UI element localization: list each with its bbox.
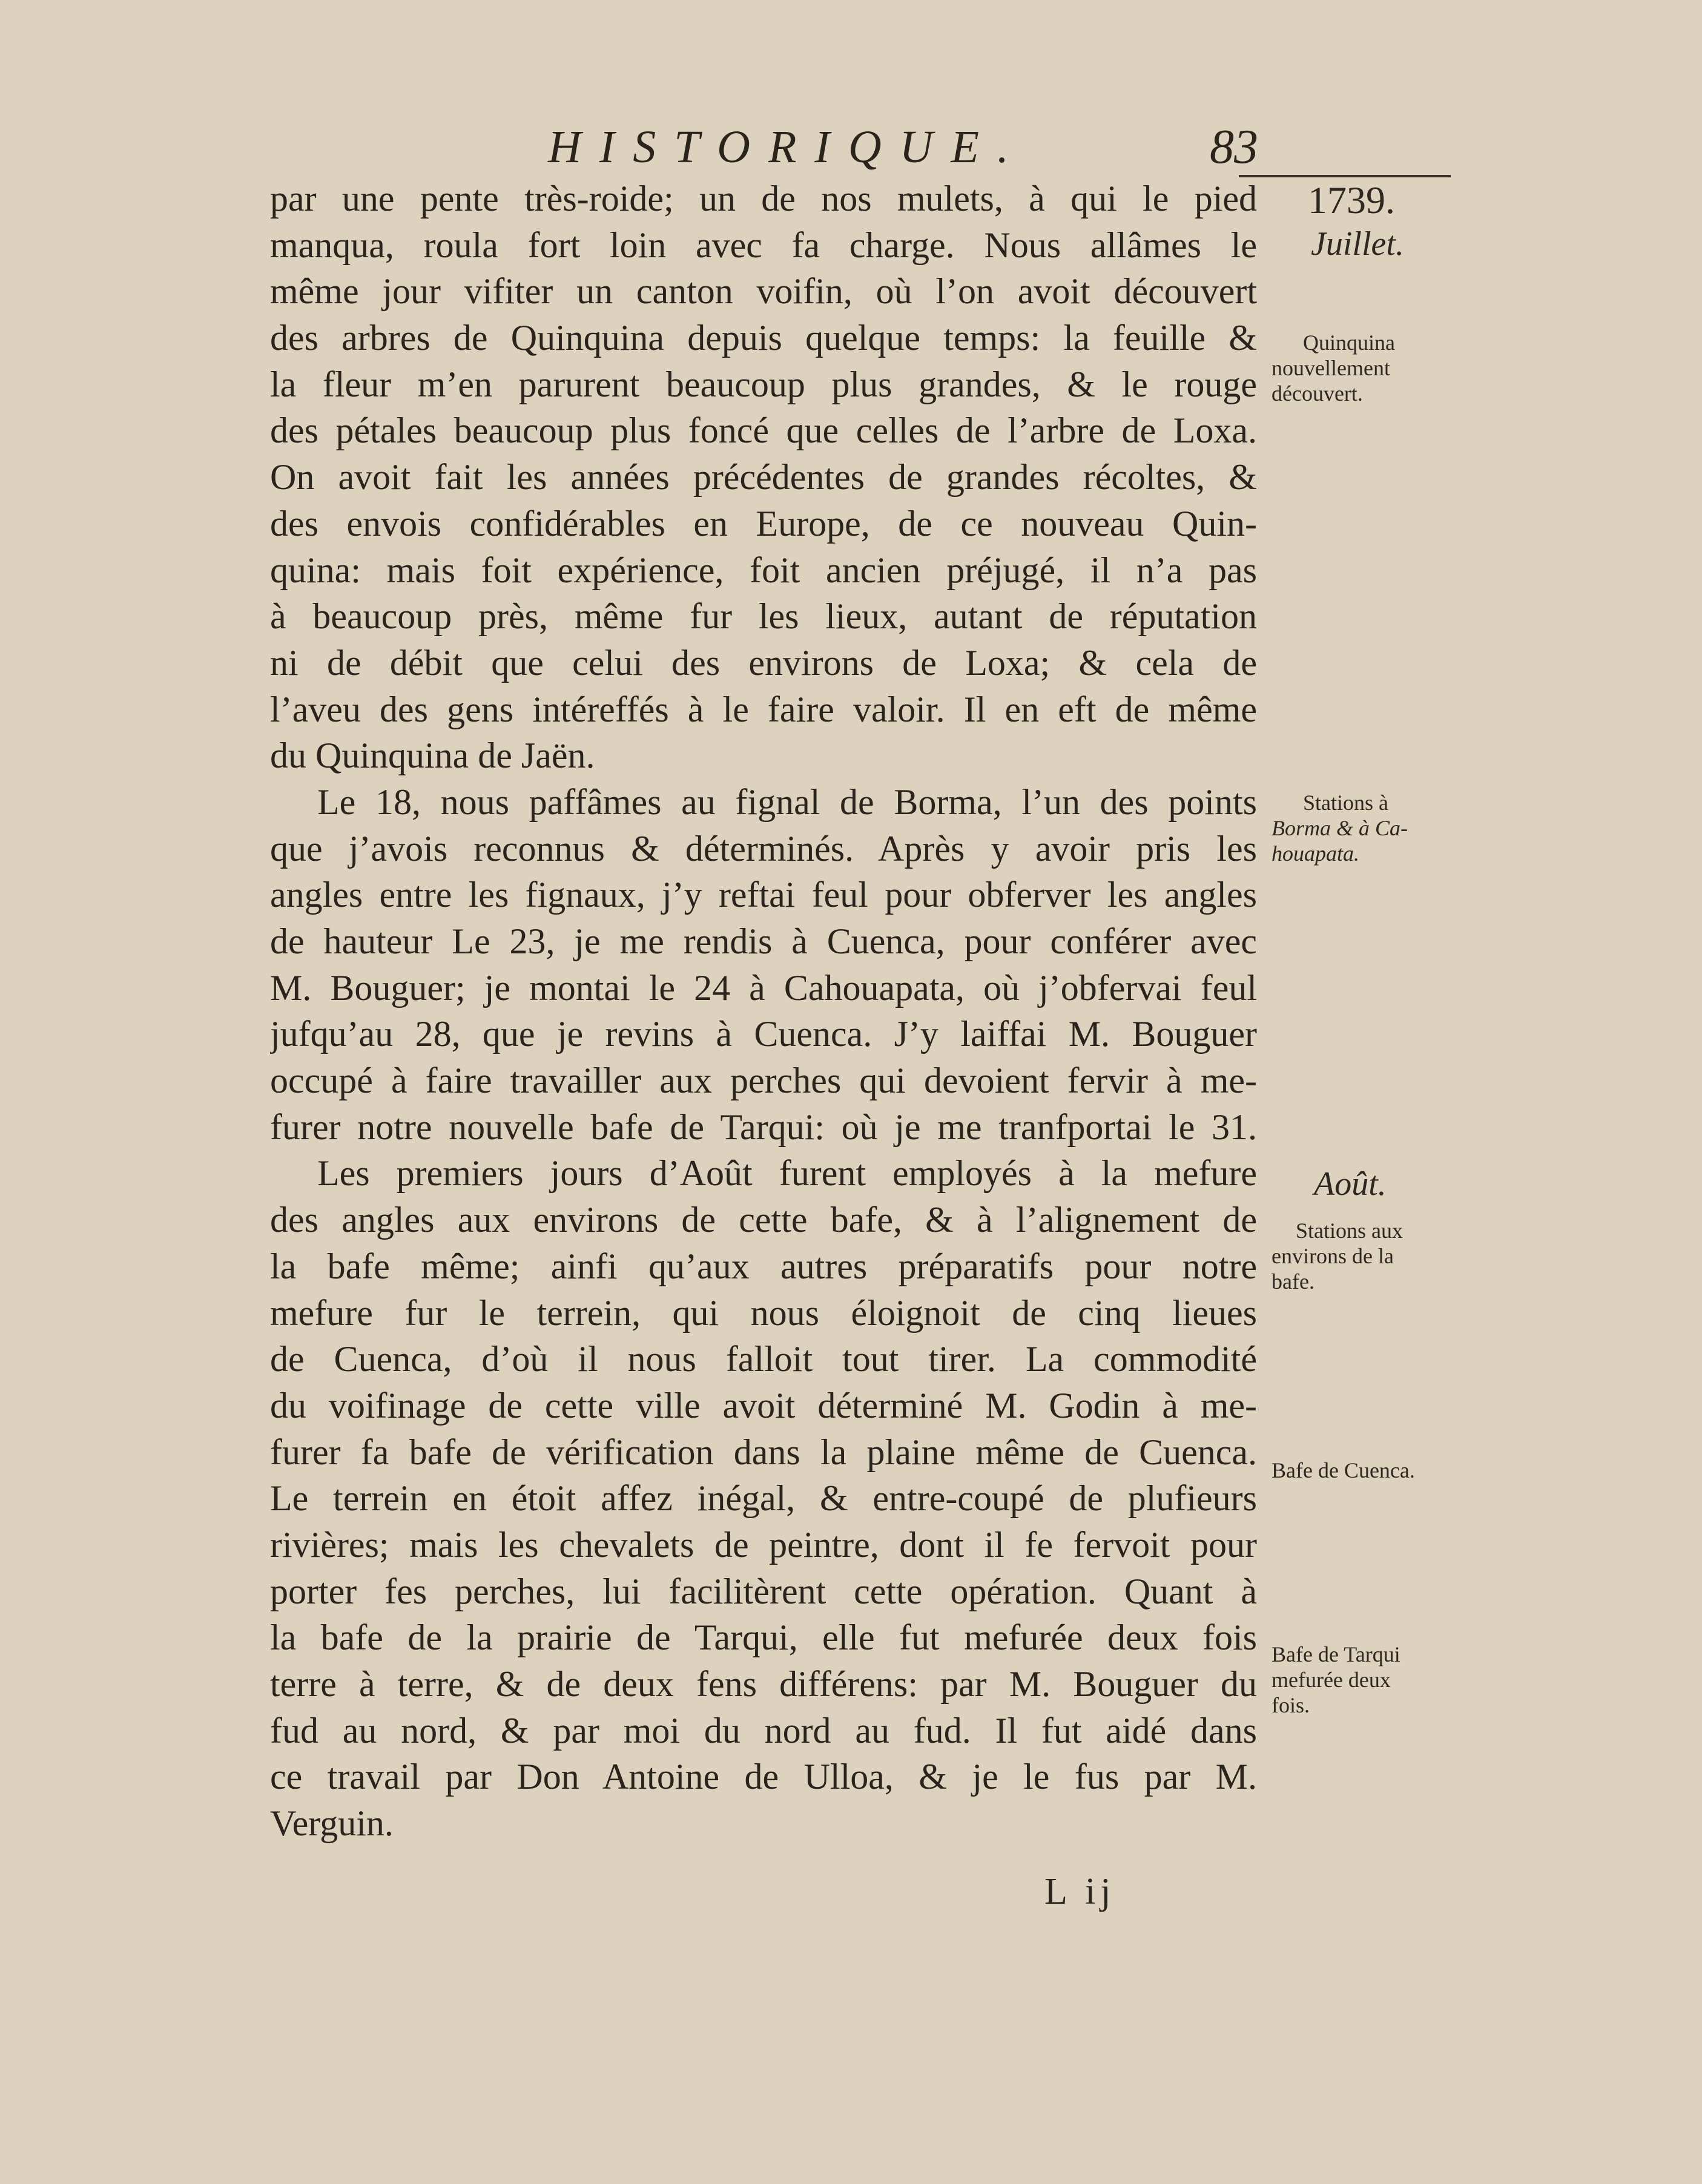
text-line: l’aveu des gens intéreffés à le faire valoir. Il en eft de même: [270, 689, 1257, 729]
page-header: [0, 114, 1702, 180]
text-line: M. Bouguer; je montai le 24 à Cahouapata, où j’obfervai feul: [270, 967, 1257, 1008]
text-line: du voifinage de cette ville avoit déterminé M. Godin à me-: [270, 1385, 1257, 1426]
text-line: rivières; mais les chevalets de peintre, dont il fe fervoit pour: [270, 1524, 1257, 1565]
text-line: des envois confidérables en Europe, de ce nouveau Quin-: [270, 503, 1257, 544]
text-line: On avoit fait les années précédentes de grandes récoltes, &: [270, 457, 1257, 498]
page-number: 83: [1210, 120, 1258, 174]
margin-note-line: bafe.: [1272, 1269, 1314, 1294]
main-text: [270, 176, 1257, 1847]
text-line: furer notre nouvelle bafe de Tarqui: où je me tranfportai le 31.: [270, 1107, 1257, 1147]
text-line: des pétales beaucoup plus foncé que celles de l’arbre de Loxa.: [270, 410, 1257, 451]
text-line: des arbres de Quinquina depuis quelque temps: la feuille &: [270, 318, 1257, 358]
text-line: manqua, roula fort loin avec fa charge. Nous allâmes le: [270, 225, 1257, 265]
margin-note-line: fois.: [1272, 1693, 1310, 1717]
margin-note-line: découvert.: [1272, 381, 1363, 406]
margin-note-line: Stations à: [1303, 791, 1388, 815]
running-title: HISTORIQUE.: [548, 122, 1027, 173]
margin-note-line: Bafe de Cuenca.: [1272, 1458, 1415, 1482]
text-line: furer fa bafe de vérification dans la plaine même de Cuenca.: [270, 1432, 1257, 1472]
text-line: Verguin.: [270, 1803, 394, 1844]
text-line: par une pente très-roide; un de nos mulets, à qui le pied: [270, 179, 1257, 219]
margin-note-line: environs de la: [1272, 1244, 1394, 1268]
margin-note-base-tarqui: [1272, 1642, 1453, 1718]
margin-note-line: houapata.: [1272, 841, 1360, 866]
signature-mark: L ij: [1044, 1871, 1116, 1912]
margin-note-year: 1739.: [1308, 179, 1395, 222]
text-line: de hauteur Le 23, je me rendis à Cuenca, pour conférer avec: [270, 921, 1257, 961]
margin-note-line: mefurée deux: [1272, 1668, 1391, 1692]
text-line: même jour vifiter un canton voifin, où l’on avoit découvert: [270, 271, 1257, 312]
margin-note-juillet: Juillet.: [1311, 225, 1404, 263]
margin-note-aout: Août.: [1314, 1165, 1387, 1203]
text-line: ni de débit que celui des environs de Loxa; & cela de: [270, 642, 1257, 683]
text-line: de Cuenca, d’où il nous falloit tout tirer. La commodité: [270, 1339, 1257, 1380]
margin-note-line: Borma & à Ca-: [1272, 816, 1408, 840]
margin-note-quinquina: [1272, 330, 1453, 406]
text-line: angles entre les fignaux, j’y reftai feul pour obferver les angles: [270, 875, 1257, 915]
text-line: fud au nord, & par moi du nord au fud. Il fut aidé dans: [270, 1710, 1257, 1751]
text-line: porter fes perches, lui facilitèrent cette opération. Quant à: [270, 1571, 1257, 1611]
header-rule: [1239, 175, 1451, 177]
text-line: des angles aux environs de cette bafe, & à l’alignement de: [270, 1200, 1257, 1240]
text-line: terre à terre, & de deux fens différens: par M. Bouguer du: [270, 1664, 1257, 1704]
margin-note-line: nouvellement: [1272, 356, 1390, 380]
text-line: Les premiers jours d’Août furent employés à la mefure: [317, 1153, 1257, 1194]
text-line: la bafe même; ainfi qu’aux autres préparatifs pour notre: [270, 1246, 1257, 1286]
text-line: Le terrein en étoit affez inégal, & entre-coupé de plufieurs: [270, 1478, 1257, 1519]
text-line: la fleur m’en parurent beaucoup plus grandes, & le rouge: [270, 364, 1257, 404]
text-line: Le 18, nous paffâmes au fignal de Borma, l’un des points: [317, 781, 1257, 822]
margin-note-stations-base: [1272, 1218, 1453, 1294]
text-line: mefure fur le terrein, qui nous éloignoit de cinq lieues: [270, 1292, 1257, 1333]
text-line: occupé à faire travailler aux perches qui devoient fervir à me-: [270, 1061, 1257, 1101]
margin-note-stations-borma: [1272, 790, 1453, 866]
text-line: la bafe de la prairie de Tarqui, elle fut mefurée deux fois: [270, 1617, 1257, 1658]
margin-note-line: Quinquina: [1303, 331, 1395, 355]
text-line: jufqu’au 28, que je revins à Cuenca. J’y laiffai M. Bouguer: [270, 1014, 1257, 1054]
text-line: ce travail par Don Antoine de Ulloa, & je le fus par M.: [270, 1757, 1257, 1797]
text-line: que j’avois reconnus & déterminés. Après y avoir pris les: [270, 828, 1257, 869]
text-line: du Quinquina de Jaën.: [270, 735, 595, 776]
margin-note-line: Stations aux: [1296, 1219, 1403, 1243]
margin-note-line: Bafe de Tarqui: [1272, 1642, 1400, 1666]
text-line: à beaucoup près, même fur les lieux, autant de réputation: [270, 596, 1257, 637]
text-line: quina: mais foit expérience, foit ancien préjugé, il n’a pas: [270, 550, 1257, 590]
margin-note-base-cuenca: [1272, 1458, 1453, 1483]
